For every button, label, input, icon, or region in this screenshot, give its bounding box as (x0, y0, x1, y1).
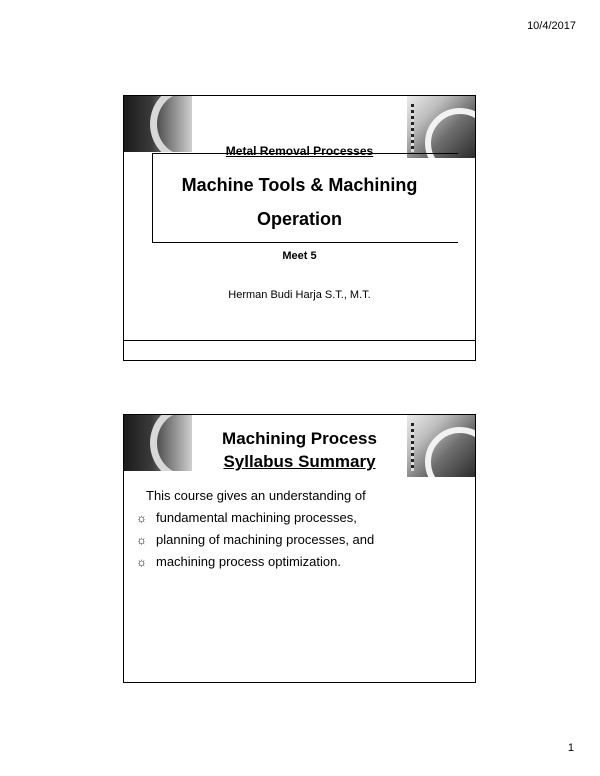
slide-title-line-1: Machining Process (222, 429, 377, 448)
page-date: 10/4/2017 (527, 20, 576, 32)
slide-1 (123, 95, 476, 361)
gear-bullet-icon: ☼ (136, 533, 147, 547)
footer-divider (124, 340, 475, 341)
gear-bullet-icon: ☼ (136, 555, 147, 569)
gear-bullet-icon: ☼ (136, 511, 147, 525)
slide-title-line-1: Machine Tools & Machining (181, 175, 418, 195)
list-item: ☼ fundamental machining processes, (136, 507, 465, 529)
list-item: ☼ machining process optimization. (136, 551, 465, 573)
slide-title-line-2: Syllabus Summary (223, 452, 376, 471)
author-name: Herman Budi Harja S.T., M.T. (228, 289, 371, 301)
slide-body (136, 485, 465, 573)
page-number: 1 (567, 742, 574, 754)
slide-2 (123, 414, 476, 683)
bullet-list (136, 507, 465, 573)
intro-text: This course gives an understanding of (146, 488, 366, 503)
slide-title (164, 427, 435, 473)
meet-label: Meet 5 (282, 250, 317, 262)
slide-title (124, 168, 475, 236)
slide-title-line-2: Operation (256, 209, 342, 229)
slide-subtitle: Metal Removal Processes (225, 144, 374, 158)
list-item: ☼ planning of machining processes, and (136, 529, 465, 551)
